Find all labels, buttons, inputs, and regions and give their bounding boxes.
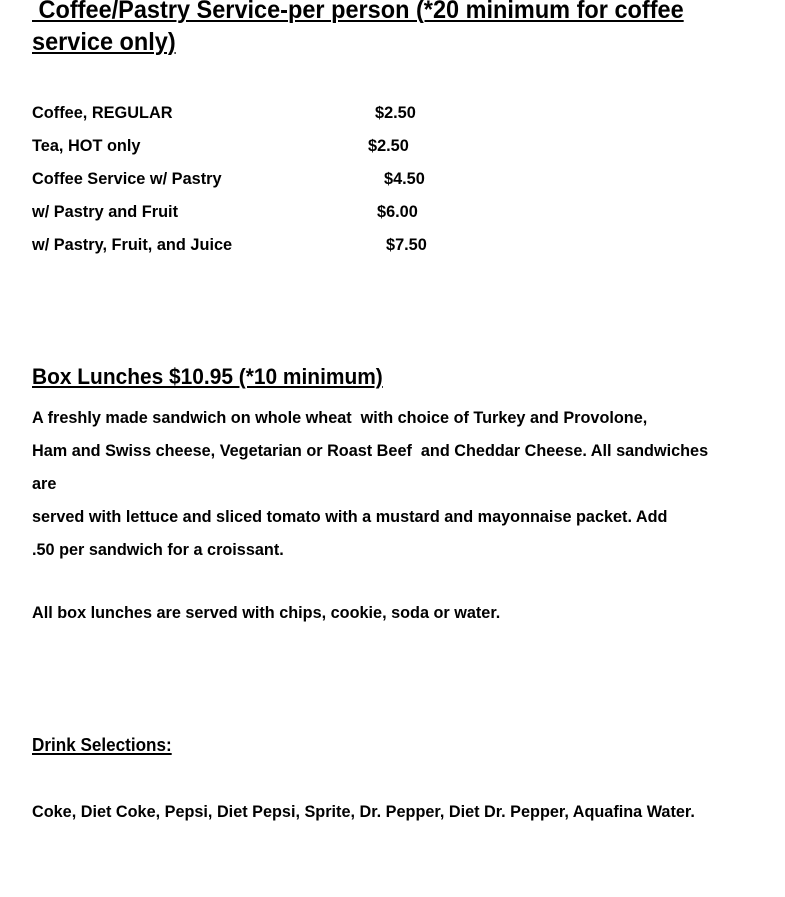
- price-row: [32, 100, 452, 133]
- description-line: A freshly made sandwich on whole wheat with choice of Turkey and Provolone,: [32, 408, 648, 427]
- coffee-service-price-list: [32, 100, 452, 265]
- drink-selections-heading: [32, 732, 172, 758]
- price-row: [32, 133, 452, 166]
- description-line: Ham and Swiss cheese, Vegetarian or Roast Beef and Cheddar Cheese. All sandwiches: [32, 441, 709, 460]
- price-item-value: $6.00: [377, 202, 418, 221]
- description-line: served with lettuce and sliced tomato with a mustard and mayonnaise packet. Add: [32, 507, 668, 526]
- box-lunches-heading-text: Box Lunches $10.95 (*10 minimum): [32, 364, 383, 389]
- price-row: [32, 232, 452, 265]
- price-row: [32, 166, 452, 199]
- price-item-name: Coffee, REGULAR: [32, 103, 173, 122]
- coffee-service-title-line-2: [32, 26, 718, 58]
- coffee-service-title-line-2-text: service only): [32, 28, 176, 56]
- price-item-name: Coffee Service w/ Pastry: [32, 169, 222, 188]
- box-lunches-served-note: All box lunches are served with chips, cookie, soda or water.: [32, 603, 501, 622]
- price-item-value: $7.50: [386, 235, 427, 254]
- description-line: are: [32, 474, 57, 493]
- coffee-service-title-line-1-text: Coffee/Pastry Service-per person (*20 minimum for coffee: [32, 0, 684, 24]
- description-line: .50 per sandwich for a croissant.: [32, 540, 284, 559]
- price-item-value: $2.50: [375, 103, 416, 122]
- price-row: [32, 199, 452, 232]
- box-lunches-heading: [32, 363, 383, 391]
- price-item-name: w/ Pastry and Fruit: [32, 202, 179, 221]
- price-item-value: $2.50: [368, 136, 409, 155]
- box-lunches-description: [32, 401, 772, 566]
- drink-selections-heading-text: Drink Selections:: [32, 735, 172, 755]
- drink-selections-list: Coke, Diet Coke, Pepsi, Diet Pepsi, Sprite, Dr. Pepper, Diet Dr. Pepper, Aquafina Water.: [32, 802, 695, 821]
- price-item-name: Tea, HOT only: [32, 136, 141, 155]
- price-item-name: w/ Pastry, Fruit, and Juice: [32, 235, 233, 254]
- coffee-service-title: [32, 0, 762, 58]
- coffee-service-title-line-1: [32, 0, 718, 26]
- price-item-value: $4.50: [384, 169, 425, 188]
